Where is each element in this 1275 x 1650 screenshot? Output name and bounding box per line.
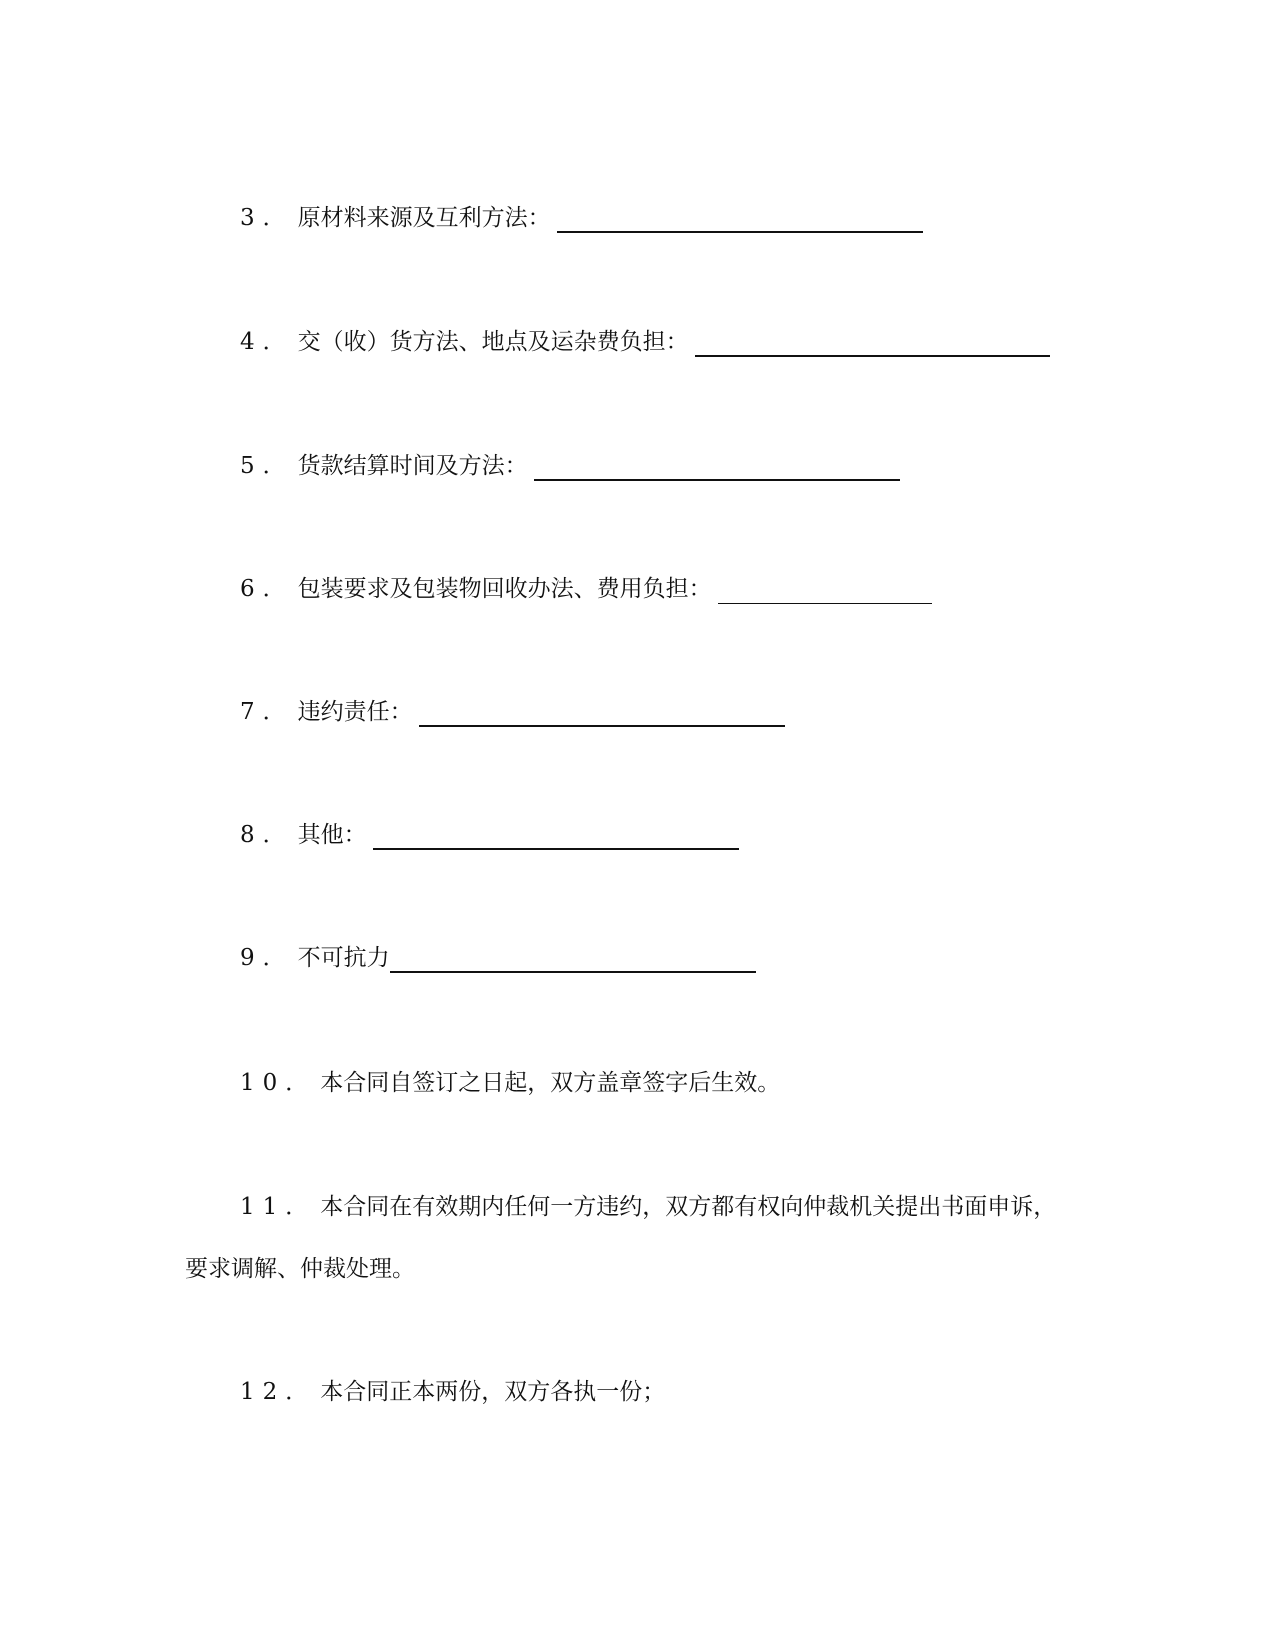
clause-9 <box>240 943 756 973</box>
fill-in-blank[interactable] <box>419 701 785 727</box>
clause-text: 不可抗力 <box>297 945 390 971</box>
fill-in-blank[interactable] <box>373 824 739 850</box>
clause-10 <box>240 1068 780 1098</box>
clause-4 <box>240 327 1050 357</box>
fill-in-blank[interactable] <box>390 947 756 973</box>
clause-12 <box>240 1377 665 1407</box>
fill-in-blank[interactable] <box>534 455 900 481</box>
clause-7 <box>240 697 785 727</box>
clause-text: 交（收）货方法、地点及运杂费负担： <box>297 329 689 355</box>
clause-11-continuation: 要求调解、仲裁处理。 <box>185 1256 415 1282</box>
clause-number: 4． <box>240 329 294 355</box>
clause-text: 原材料来源及互利方法： <box>297 205 551 231</box>
clause-8 <box>240 820 739 850</box>
clause-6 <box>240 574 932 604</box>
clause-text: 包装要求及包装物回收办法、费用负担： <box>297 576 712 602</box>
clause-text: 本合同自签订之日起，双方盖章签字后生效。 <box>320 1070 781 1096</box>
clause-text: 货款结算时间及方法： <box>297 453 528 479</box>
clause-number: 9． <box>240 945 294 971</box>
clause-text: 违约责任： <box>297 699 413 725</box>
clause-number: 8． <box>240 822 294 848</box>
clause-text: 本合同正本两份，双方各执一份； <box>320 1379 666 1405</box>
clause-number: 7． <box>240 699 294 725</box>
clause-number: 3． <box>240 205 294 231</box>
fill-in-blank[interactable] <box>718 579 932 604</box>
clause-number: 5． <box>240 453 294 479</box>
clause-3 <box>240 203 923 233</box>
clause-number: 10． <box>240 1070 317 1096</box>
clause-number: 12． <box>240 1379 317 1405</box>
clause-5 <box>240 451 900 481</box>
clause-number: 11． <box>240 1194 317 1220</box>
fill-in-blank[interactable] <box>557 207 923 233</box>
clause-text: 本合同在有效期内任何一方违约，双方都有权向仲裁机关提出书面申诉， <box>320 1194 1057 1220</box>
clause-number: 6． <box>240 576 294 602</box>
fill-in-blank[interactable] <box>695 331 1050 357</box>
clause-text: 其他： <box>297 822 367 848</box>
clause-11 <box>240 1192 1056 1222</box>
